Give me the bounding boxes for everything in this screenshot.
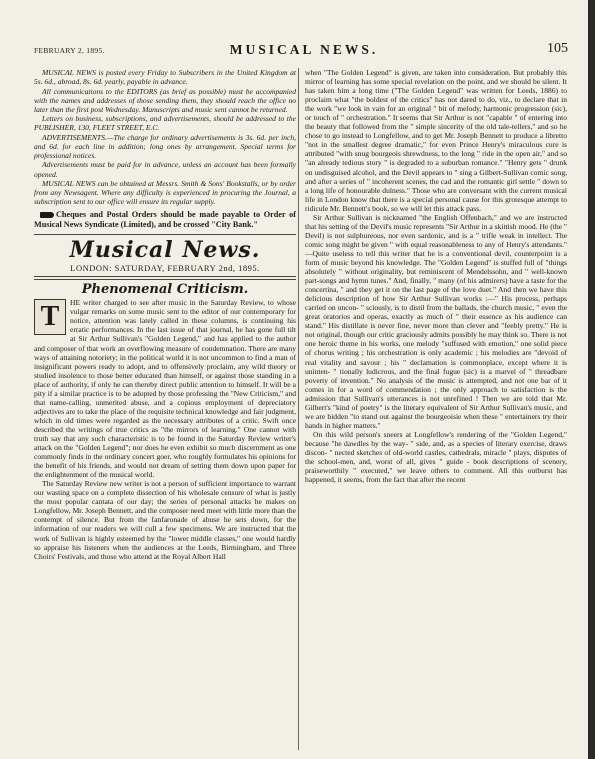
divider: [34, 234, 296, 235]
drop-cap: [34, 299, 66, 335]
notice-paragraph: ADVERTISEMENTS.—The charge for ordinary advertisements is 3s. 6d. per inch, and 6d. for each line in addition; long ones by arrangement. Special terms for professional notices.: [34, 132, 296, 160]
pointing-hand-icon: [40, 212, 54, 218]
drop-cap-letter: T: [40, 301, 60, 333]
dateline: LONDON: SATURDAY, FEBRUARY 2nd, 1895.: [70, 263, 260, 274]
article-paragraph: when "The Golden Legend" is given, are taken into consideration. But probably this mirror of learning has some special revelation on the point, and we should be silent. It has taken him a long time ("The Golden Legend" was written for Leeds, 1886) to proclaim what "the boldest of the critics" has not dared to do, viz., to declare that in the work "we look in vain for an original " bit of melody, harmonic progression (sic), or touch of " orchestration." It seems that Sir Arthur is not "capable " of entering into the beauty that followed from the " simple sincerity of the old tale-tellers," and so he chose to go instead to Longfellow, and to get Mr. Joseph Bennett to produce a libretto "not in the smallest degree dramatic," for even Prince Henry's miraculous cure is attributed "with snug bourgeois shrewdness, to the long " ride in the open air," and so "an already tedious story " is degraded to a suburban romance." "Henry gets " drunk on undisguised alcohol, and the Devil appears to " sing a Gilbert-Sullivan comic song, and after a series of " incoherent scenes, the cad and the romantic girl settle " down to a long life of honourable dulness." Those who are conversant with the current musical life in London know that there is a special personal cause for this grotesque attempt to ridicule Mr. Bennett's book, so we will let this attack pass.: [305, 68, 567, 213]
notice-paragraph: Letters on business, subscriptions, and advertisements, should be addressed to the PUBLISHER, 130, FLEET STREET, E.C.: [34, 114, 296, 133]
article-body-left: [34, 298, 296, 560]
notice-paragraph: Advertisements must be paid for in advance, unless an account has been formally opened.: [34, 160, 296, 179]
notice-paragraph: All communications to the EDITORS (as brief as possible) must be accompanied with the names and addresses of those sending them, they should reach the office no later than the first post Wednesday. Manuscripts and music sent cannot be returned.: [34, 86, 296, 114]
article-paragraph: HE writer charged to see after music in the Saturday Review, to whose vulgar remarks on some music sent to the editor of our contemporary for notice, attention was lately called in these columns, is continuing his erratic performances. In the last issue of that journal, he has gone full tilt at Sir Arthur Sullivan's "Golden Legend," and has applied to the author and composer of that work an overflowing measure of condemnation. There are many ways of attaining notoriety; in the political world it is not uncommon to find a man of insignificant powers ready to adopt, and to offensively proclaim, any wild theory or studied insolence to those better educated than himself, or against those standing in a place of authority, if only he can thereby direct public attention to himself. It will be a pity if a similar practice is to be adopted by those professing the "New Criticism," and that name-calling, unmerited abuse, and a copious employment of depreciatory adjectives are to take the place of the requisite technical knowledge and fair judgment, which in old times were regarded as the necessary attributes of a critic. Swift once described the writings of true critics as "the mirrors of learning." One cannot with truth say that any such characteristic is to be found in the Saturday Review writer's attack on the "Golden Legend"; nor does he even exhibit so much discernment as one commonly finds in the ordinary concert goer, who roughly formulates his opinions for the benefit of his friends, and would not dream of setting them down upon paper for the enlightenment of the musical world.: [34, 298, 296, 480]
notice-paragraph: MUSICAL NEWS is posted every Friday to Subscribers in the United Kingdom at 5s. 6d., abroad, 8s. 6d. yearly, payable in advance.: [34, 68, 296, 87]
cheques-notice: [34, 210, 296, 230]
binding-gutter: [588, 0, 595, 759]
page-number: 105: [547, 41, 568, 56]
article-paragraph: The Saturday Review new writer is not a person of sufficient importance to warrant our wasting space on a complete dissection of his wholesale censure of what is justly the most popular cantata of our day; the series of personal attacks he makes on Longfellow, Mr. Joseph Bennett, and the composer need meet with little more than the contempt of silence. But from the fanfaronade of abuse he sets down, for the information of our readers we will cull a few specimens. We are instructed that the work of Sullivan is highly esteemed by the "lower middle classes," one would hardly so appraise his listeners when the audiences at the Leeds, Birmingham, and Three Choirs' Festivals, and those who attend at the Royal Albert Hall: [34, 479, 296, 561]
notice-paragraph: MUSICAL NEWS can be obtained at Messrs. Smith & Sons' Bookstalls, or by order from any Newsagent. Where any difficulty is experienced in procuring the Journal, a subscription sent to our office will ensure its regular supply.: [34, 179, 296, 207]
article-paragraph: On this wild person's sneers at Longfellow's rendering of the "Golden Legend," because "he dawdles by the way- " side, and, as a species of literary exercise, draws discon- " nected sketches of old-world castles, cathedrals, miracle " plays, disputes of the school-men, and, worst of all, gives " guide - book descriptions of scenery, praiseworthily " executed," we leave others to comment. All this outburst has happened, it seems, from the fact that after the recent: [305, 429, 567, 485]
publisher-notice: [34, 68, 296, 206]
article-title: Phenomenal Criticism.: [81, 282, 249, 298]
right-column: [305, 68, 567, 484]
left-column: [34, 68, 296, 561]
article-paragraph: Sir Arthur Sullivan is nicknamed "the English Offenbach," and we are instructed that his setting of the Devil's music represents "Sir Arthur in a skittish mood. He (the " Devil) is not sulphureous, nor even sardonic, and is a " trifle weak in intellect. The comic song might be given " with equal reasonableness to any of Henry's attendants." —Quite useless to tell this writer that he is a conventional devil, counterpoint is a form of music beyond his knowledge. The "Golden Legend" is stuffed full of "things absolutely " without originality, but reminiscent of Mendelssohn, and " well-known part-songs and hymn tunes." And, finally, " many (of his admirers) have a taste for the concertina, " and they get it on the last page of the love duet." And then we have this delicious description of how Sir Arthur Sullivan works :—" His process, perhaps carried on uncon- " sciously, is to distil from the ballads, the church music, " even the great oratorios and operas, exactly as much of " their essence as his audience can stand." His distillate is never fine, never more than clever and "feebly pretty." He is not original, though our critic graciously admits possibly he may think so. There is not one heroic theme in his works, one melody "suffused with emotion," one solid piece of chorus writing ; his orchestration is only academic ; his melodies are "devoid of real vitality and savour ; his " declamation is commonplace, except where it is uninten- " tionally ludicrous, and the final fugue (sic) is a marvel of " threadbare poverty of invention." No analysis of the music is attempted, and not one bar of it comes in for a word of commendation ; the only approach to satisfaction is the admission that Sullivan's utterances is not unrefined ! Then we are told that Mr. Gilbert's "kind of poetry" is the literary equivalent of Sir Arthur Sullivan's music, and we are bidden "to stand out against the bourgeoisie when these " entertainers try their hands in higher matters.": [305, 212, 567, 430]
running-header: [34, 42, 574, 60]
masthead: Musical News.: [69, 237, 261, 264]
cheques-text: Cheques and Postal Orders should be made payable to Order of Musical News Syndicate (Limited), and be crossed "City Bank.": [34, 210, 296, 230]
double-divider: [34, 276, 296, 280]
column-rule: [298, 68, 299, 750]
header-date: FEBRUARY 2, 1895.: [34, 46, 105, 55]
header-title: MUSICAL NEWS.: [229, 42, 379, 57]
